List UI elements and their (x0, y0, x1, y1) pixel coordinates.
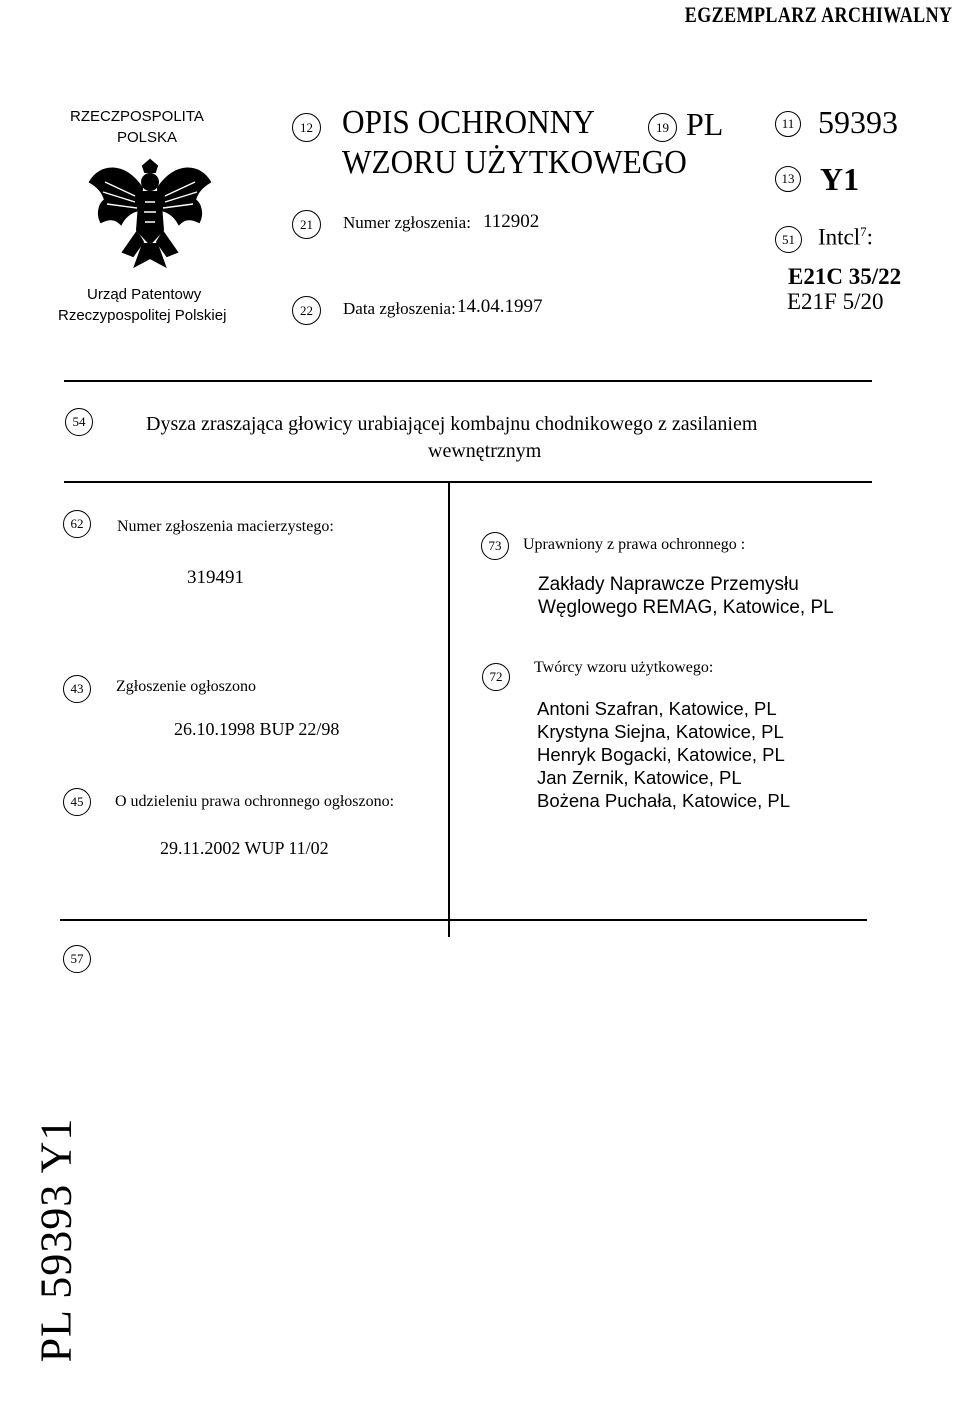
parent-application-number: 319491 (187, 567, 244, 588)
country-name-line1: RZECZPOSPOLITA (70, 108, 204, 125)
polish-eagle-emblem (85, 152, 215, 270)
creator-name: Antoni Szafran, Katowice, PL (537, 698, 777, 719)
owner-line1: Zakłady Naprawcze Przemysłu (538, 574, 799, 595)
code-54-marker: 54 (65, 408, 93, 436)
divider-bottom (60, 919, 867, 921)
code-51-marker: 51 (775, 226, 802, 253)
side-document-id: PL 59393 Y1 (31, 1117, 81, 1363)
announcement-label: Zgłoszenie ogłoszono (116, 678, 256, 695)
divider-mid (64, 481, 872, 483)
utility-model-title-line1: Dysza zraszająca głowicy urabiającej kombajnu chodnikowego z zasilaniem (146, 413, 758, 435)
classification-2: E21F 5/20 (787, 289, 884, 314)
patent-number: 59393 (818, 104, 898, 140)
application-number-label: Numer zgłoszenia: (343, 213, 471, 232)
country-name-line2: POLSKA (117, 129, 178, 146)
utility-model-title-line2: wewnętrznym (428, 440, 542, 462)
code-45-marker: 45 (63, 788, 91, 816)
code-12-marker: 12 (292, 113, 321, 142)
code-21-marker: 21 (292, 210, 321, 239)
code-72-marker: 72 (482, 663, 510, 691)
application-number: 112902 (483, 211, 540, 232)
document-title-line1: OPIS OCHRONNY (342, 104, 595, 141)
archive-stamp: EGZEMPLARZ ARCHIWALNY (684, 2, 952, 27)
owner-label: Uprawniony z prawa ochronnego : (523, 536, 746, 553)
code-19-marker: 19 (648, 113, 677, 142)
country-code: PL (686, 106, 724, 142)
document-title-line2: WZORU UŻYTKOWEGO (342, 144, 687, 181)
creators-label: Twórcy wzoru użytkowego: (534, 659, 714, 676)
filing-date-label: Data zgłoszenia: (343, 299, 456, 318)
grant-announcement-label: O udzieleniu prawa ochronnego ogłoszono: (115, 793, 395, 810)
grant-announcement-value: 29.11.2002 WUP 11/02 (160, 838, 329, 858)
code-73-marker: 73 (481, 532, 509, 560)
column-divider (448, 481, 450, 937)
parent-application-label: Numer zgłoszenia macierzystego: (117, 518, 334, 535)
code-62-marker: 62 (63, 510, 91, 538)
office-name-line1: Urząd Patentowy (87, 286, 202, 303)
classification-1: E21C 35/22 (788, 264, 902, 289)
code-13-marker: 13 (775, 166, 801, 192)
owner-line2: Węglowego REMAG, Katowice, PL (538, 597, 834, 618)
office-name-line2: Rzeczypospolitej Polskiej (58, 307, 227, 324)
code-43-marker: 43 (63, 675, 91, 703)
document-kind: Y1 (820, 161, 860, 197)
code-57-marker: 57 (63, 945, 91, 973)
creator-name: Henryk Bogacki, Katowice, PL (537, 744, 785, 765)
creator-name: Jan Zernik, Katowice, PL (537, 767, 742, 788)
creator-name: Bożena Puchała, Katowice, PL (537, 790, 790, 811)
intcl-label: Intcl$^7$: (818, 224, 874, 250)
divider-top (64, 380, 872, 382)
code-11-marker: 11 (775, 111, 801, 137)
creator-name: Krystyna Siejna, Katowice, PL (537, 721, 784, 742)
filing-date: 14.04.1997 (457, 296, 543, 317)
code-22-marker: 22 (292, 296, 321, 325)
announcement-value: 26.10.1998 BUP 22/98 (174, 719, 340, 739)
